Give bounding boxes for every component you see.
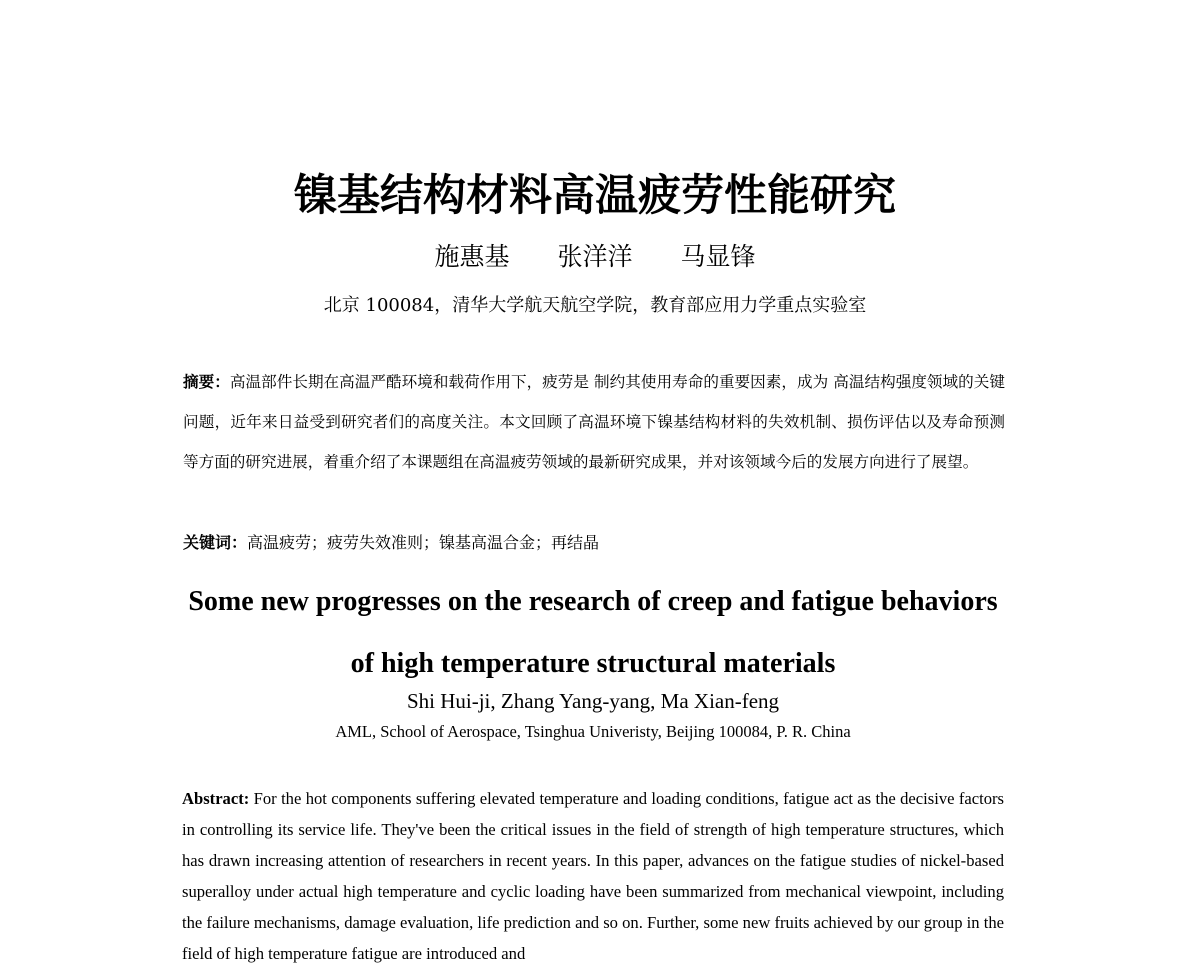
english-abstract [182,783,1004,969]
chinese-affiliation: 北京 100084，清华大学航天航空学院，教育部应用力学重点实验室 [323,295,867,316]
chinese-keywords [183,527,1005,559]
english-title-line-1: Some new progresses on the research of creep and fatigue behaviors [188,586,998,617]
chinese-abstract-text: 高温部件长期在高温严酷环境和载荷作用下，疲劳是 制约其使用寿命的重要因素，成为 高温结构强度领域的关键问题，近年来日益受到研究者们的高度关注。本文回顾了高温环境下镍基结构材料的失效机制、损伤评估以及寿命预测等方面的研究进展，着重介绍了本课题组在高温疲劳领域的最新研究成果，并对该领域今后的发展方向进行了展望。 [183,373,1005,471]
chinese-abstract [183,362,1005,482]
english-title-line-2: of high temperature structural materials [350,648,836,679]
english-abstract-label: Abstract: [182,789,250,808]
chinese-author-list [0,240,1190,274]
chinese-author: 施惠基 [434,242,510,271]
chinese-keywords-text: 高温疲劳；疲劳失效准则；镍基高温合金；再结晶 [247,533,600,552]
english-affiliation: AML, School of Aerospace, Tsinghua Univeristy, Beijing 100084, P. R. China [335,722,851,741]
chinese-keywords-label: 关键词： [183,533,248,552]
chinese-abstract-label: 摘要： [183,372,230,391]
chinese-author: 马显锋 [680,242,756,271]
chinese-title: 镍基结构材料高温疲劳性能研究 [294,171,896,221]
english-authors: Shi Hui-ji, Zhang Yang-yang, Ma Xian-feng [406,689,780,713]
english-title [0,571,1186,695]
chinese-author: 张洋洋 [557,242,633,271]
english-abstract-text: For the hot components suffering elevated temperature and loading conditions, fatigue act as the decisive factors in controlling its service life. They've been the critical issues in the field of strength of high temperature structures, which has drawn increasing attention of researchers in recent years. In this paper, advances on the fatigue studies of nickel-based superalloy under actual high temperature and cyclic loading have been summarized from mechanical viewpoint, including the failure mechanisms, damage evaluation, life prediction and so on. Further, some new fruits achieved by our group in the field of high temperature fatigue are introduced and [182,789,1004,963]
